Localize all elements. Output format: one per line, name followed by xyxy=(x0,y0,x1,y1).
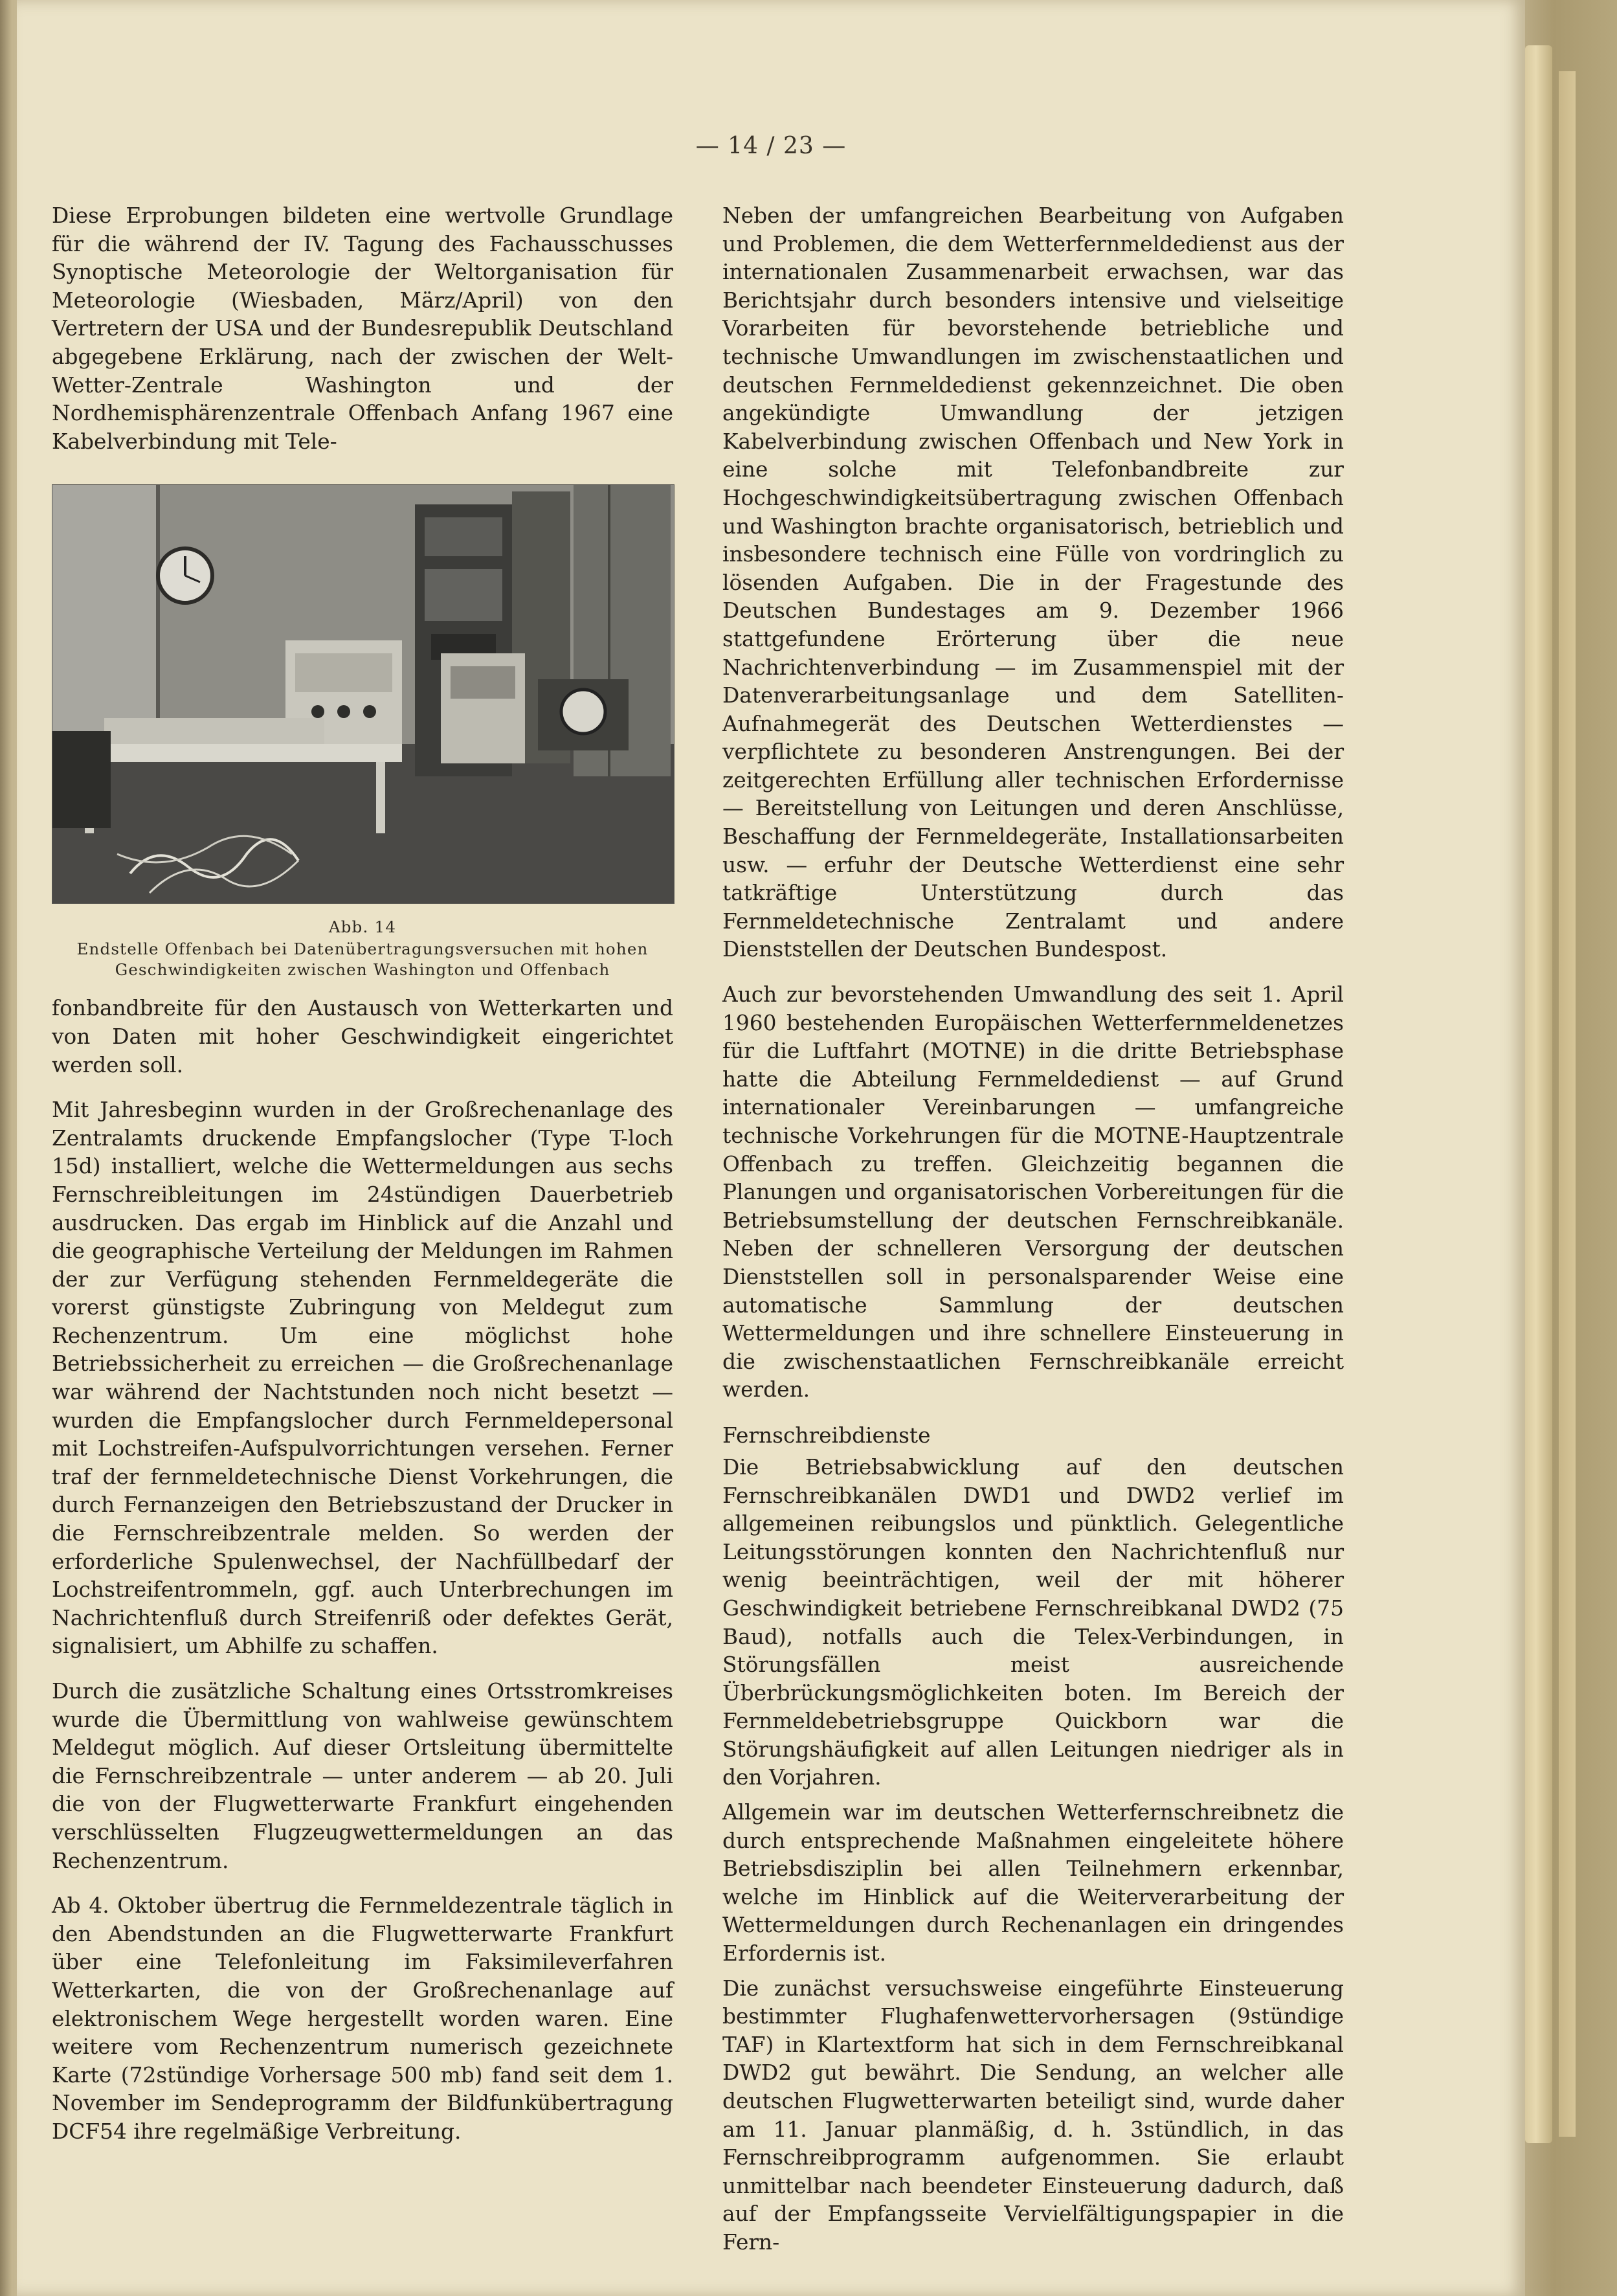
right-paragraph-1: Neben der umfangreichen Bearbeitung von Aufgaben und Problemen, die dem Wetterfernmeldedienst aus der internationalen Zusammenarbeit erwachsen, war das Berichtsjahr durch besonders intensive und vielseitige Vorarbeiten für bevorstehende betriebliche und technische Umwandlungen im zwischenstaatlichen und deutschen Fernmeldedienst gekennzeichnet. Die oben angekündigte Umwandlung der jetzigen Kabelverbindung zwischen Offenbach und New York in eine solche mit Telefonbandbreite zur Hochgeschwindigkeitsübertragung zwischen Offenbach und Washington brachte organisatorisch, betrieblich und insbesondere technisch eine Fülle von vordringlich zu lösenden Aufgaben. Die in der Fragestunde des Deutschen Bundestages am 9. Dezember 1966 stattgefundene Erörterung über die neue Nachrichtenverbindung — im Zusammenspiel mit der Datenverarbeitungsanlage und dem Satelliten-Aufnahmegerät des Deutschen Wetterdienstes — verpflichtete zu besonderen Anstrengungen. Bei der zeitgerechten Erfüllung aller technischen Erfordernisse — Bereitstellung von Leitungen und deren Anschlüsse, Beschaffung der Fernmeldegeräte, Installationsarbeiten usw. — erfuhr der Deutsche Wetterdienst eine sehr tatkräftige Unterstützung durch das Fernmeldetechnische Zentralamt und andere Dienststellen der Deutschen Bundespost. xyxy=(722,203,1344,962)
figure-photo xyxy=(52,484,675,904)
figure-caption: Endstelle Offenbach bei Datenübertragungsversuchen mit hohen Geschwindigkeiten zwischen Washington und Offenbach xyxy=(76,940,649,980)
right-paragraph-2: Auch zur bevorstehenden Umwandlung des seit 1. April 1960 bestehenden Europäischen Wetterfernmeldenetzes für die Luftfahrt (MOTNE) in die dritte Betriebsphase hatte die Abteilung Fernmeldedienst — auf Grund internationaler Vereinbarungen — umfangreiche technische Vorkehrungen für die MOTNE-Hauptzentrale Offenbach zu treffen. Gleichzeitig begannen die Planungen und organisatorischen Vorbereitungen für die Betriebsumstellung der deutschen Fernschreibkanäle. Neben der schnelleren Versorgung der deutschen Dienststellen soll in personalsparender Weise eine automatische Sammlung der deutschen Wettermeldungen und ihre schnellere Einsteuerung in die zwischenstaatlichen Fernschreibkanäle erreicht werden. xyxy=(722,982,1344,1402)
section-heading: Fernschreibdienste xyxy=(722,1423,931,1448)
right-paragraph-5: Die zunächst versuchsweise eingeführte Einsteuerung bestimmter Flughafenwettervorhersagen (9stündige TAF) in Klartextform hat sich in dem Fernschreibkanal DWD2 gut bewährt. Die Sendung, an welcher alle deutschen Flugwetterwarten beteiligt sind, wurde daher am 11. Januar planmäßig, d. h. 3stündlich, in das Fernschreibprogramm aufgenommen. Sie erlaubt unmittelbar nach beendeter Einsteuerung dadurch, daß auf der Empfangsseite Vervielfältigungspapier in die Fern- xyxy=(722,1975,1344,2255)
right-column xyxy=(722,202,1344,2274)
figure-label: Abb. 14 xyxy=(328,917,397,937)
right-paragraph-3: Die Betriebsabwicklung auf den deutschen Fernschreibkanälen DWD1 und DWD2 verlief im allgemeinen reibungslos und pünktlich. Gelegentliche Leitungsstörungen konnten den Nachrichtenfluß nur wenig beeinträchtigen, weil der mit höherer Geschwindigkeit betriebene Fernschreibkanal DWD2 (75 Baud), notfalls auch die Telex-Verbindungen, in Störungsfällen meist ausreichende Überbrückungsmöglichkeiten boten. Im Bereich der Fernmeldebetriebsgruppe Quickborn war die Störungshäufigkeit auf allen Leitungen niedriger als in den Vorjahren. xyxy=(722,1454,1344,1790)
left-paragraph-4: Durch die zusätzliche Schaltung eines Ortsstromkreises wurde die Übermittlung von wahlweise gewünschtem Meldegut möglich. Auf dieser Ortsleitung übermittelte die Fernschreibzentrale — unter anderem — ab 20. Juli die von der Flugwetterwarte Frankfurt eingehenden verschlüsselten Flugzeugwettermeldungen an das Rechenzentrum. xyxy=(52,1679,673,1873)
left-paragraph-1: Diese Erprobungen bildeten eine wertvolle Grundlage für die während der IV. Tagung des Fachausschusses Synoptische Meteorologie der Weltorganisation für Meteorologie (Wiesbaden, März/April) von den Vertretern der USA und der Bundesrepublik Deutschland abgegebene Erklärung, nach der zwischen der Welt-Wetter-Zentrale Washington und der Nordhemisphärenzentrale Offenbach Anfang 1967 eine Kabelverbindung mit Tele- xyxy=(52,203,673,454)
left-paragraph-3: Mit Jahresbeginn wurden in der Großrechenanlage des Zentralamts druckende Empfangslocher (Type T-loch 15d) installiert, welche die Wettermeldungen aus sechs Fernschreibleitungen im 24stündigen Dauerbetrieb ausdrucken. Das ergab im Hinblick auf die Anzahl und die geographische Verteilung der Meldungen im Rahmen der zur Verfügung stehenden Fernmeldegeräte die vorerst günstigste Zubringung von Meldegut zum Rechenzentrum. Um eine möglichst hohe Betriebssicherheit zu erreichen — die Großrechenanlage war während der Nachtstunden noch nicht besetzt — wurden die Empfangslocher durch Fernmeldepersonal mit Lochstreifen-Aufspulvorrichtungen versehen. Ferner traf der fernmeldetechnische Dienst Vorkehrungen, die durch Fernanzeigen den Betriebszustand der Drucker in die Fernschreibzentrale melden. So werden der erforderliche Spulenwechsel, der Nachfüllbedarf der Lochstreifentrommeln, ggf. auch Unterbrechungen im Nachrichtenfluß durch Streifenriß oder defektes Gerät, signalisiert, um Abhilfe zu schaffen. xyxy=(52,1097,673,1659)
page-number: — 14 / 23 — xyxy=(695,133,847,159)
left-paragraph-5: Ab 4. Oktober übertrug die Fernmeldezentrale täglich in den Abendstunden an die Flugwetterwarte Frankfurt über eine Telefonleitung im Faksimileverfahren Wetterkarten, die von der Großrechenanlage auf elektronischem Wege hergestellt worden waren. Eine weitere vom Rechenzentrum numerisch gezeichnete Karte (72stündige Vorhersage 500 mb) fand seit dem 1. November im Sendeprogramm der Bildfunkübertragung DCF54 ihre regelmäßige Verbreitung. xyxy=(52,1893,673,2144)
page-edge-stack xyxy=(1525,45,1552,2143)
left-column xyxy=(52,202,673,2163)
right-paragraph-4: Allgemein war im deutschen Wetterfernschreibnetz die durch entsprechende Maßnahmen eingeleitete höhere Betriebsdisziplin bei allen Teilnehmern erkennbar, welche im Hinblick auf die Weiterverarbeitung der Wettermeldungen durch Rechenanlagen ein dringendes Erfordernis ist. xyxy=(722,1800,1344,1966)
left-paragraph-2: fonbandbreite für den Austausch von Wetterkarten und von Daten mit hoher Geschwindigkeit eingerichtet werden soll. xyxy=(52,996,673,1077)
document-page xyxy=(17,0,1525,2296)
page-edge-stack-back xyxy=(1559,71,1576,2137)
equipment-photo-illustration xyxy=(52,485,674,903)
